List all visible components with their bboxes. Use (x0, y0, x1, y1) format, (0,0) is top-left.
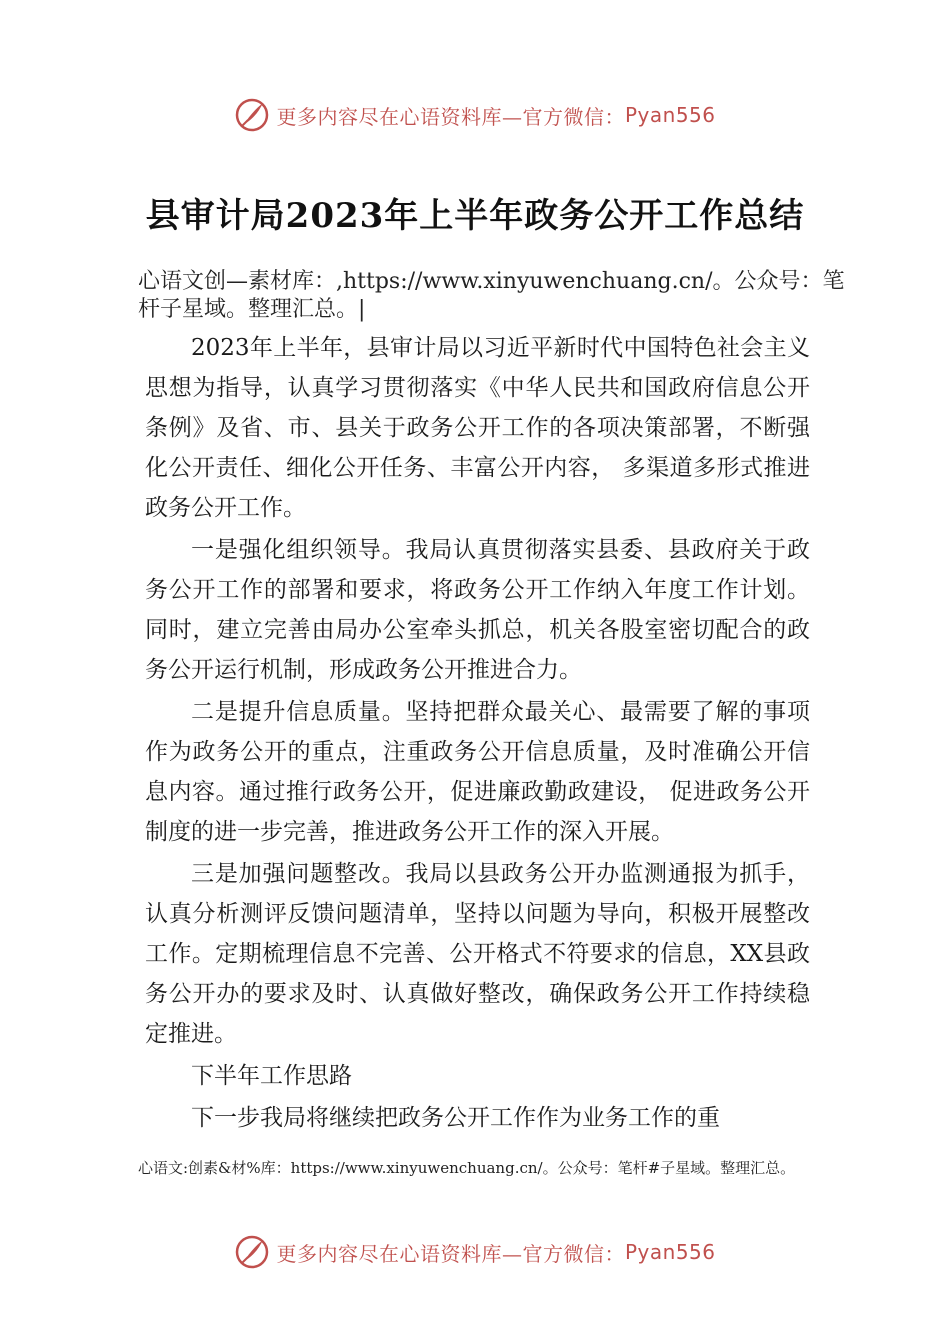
paragraph: 二是提升信息质量。坚持把群众最关心、最需要了解的事项作为政务公开的重点，注重政务公开信息质量，及时准确公开信息内容。通过推行政务公开，促进廉政勤政建设， 促进政务公开制度的进一步完善，推进政务公开工作的深入开展。 (145, 699, 810, 845)
page-footer: 心语文:创素&材%库：https://www.xinyuwenchuang.cn/。公众号：笔杆#子星域。整理汇总。 (138, 1159, 796, 1177)
header-banner (0, 95, 950, 135)
document-title: 县审计局2023年上半年政务公开工作总结 (145, 196, 805, 236)
source-note: 心语文创—素材库：,https://www.xinyuwenchuang.cn/。公众号：笔杆子星域。整理汇总。| (138, 269, 845, 322)
paragraph: 2023年上半年，县审计局以习近平新时代中国特色社会主义思想为指导，认真学习贯彻落实《中华人民共和国政府信息公开条例》及省、市、县关于政务公开工作的各项决策部署，不断强化公开责任、细化公开任务、丰富公开内容， 多渠道多形式推进政务公开工作。 (145, 335, 810, 521)
footer-banner (0, 1232, 950, 1272)
paragraph: 下一步我局将继续把政务公开工作作为业务工作的重 (191, 1105, 720, 1131)
quill-logo-icon (234, 1234, 270, 1270)
section-heading: 下半年工作思路 (191, 1063, 352, 1089)
document-body (145, 328, 810, 1140)
paragraph: 一是强化组织领导。我局认真贯彻落实县委、县政府关于政务公开工作的部署和要求，将政务公开工作纳入年度工作计划。同时，建立完善由局办公室牵头抓总，机关各股室密切配合的政务公开运行机制，形成政务公开推进合力。 (145, 537, 810, 683)
quill-logo-icon (234, 97, 270, 133)
banner-text: 更多内容尽在心语资料库—官方微信： (276, 1241, 625, 1266)
banner-brand: Pyan556 (624, 1240, 716, 1264)
banner-text: 更多内容尽在心语资料库—官方微信： (276, 104, 625, 129)
paragraph: 三是加强问题整改。我局以县政务公开办监测通报为抓手，认真分析测评反馈问题清单，坚持以问题为导向，积极开展整改工作。定期梳理信息不完善、公开格式不符要求的信息，XX县政务公开办的要求及时、认真做好整改，确保政务公开工作持续稳定推进。 (145, 861, 810, 1047)
banner-brand: Pyan556 (624, 103, 716, 127)
